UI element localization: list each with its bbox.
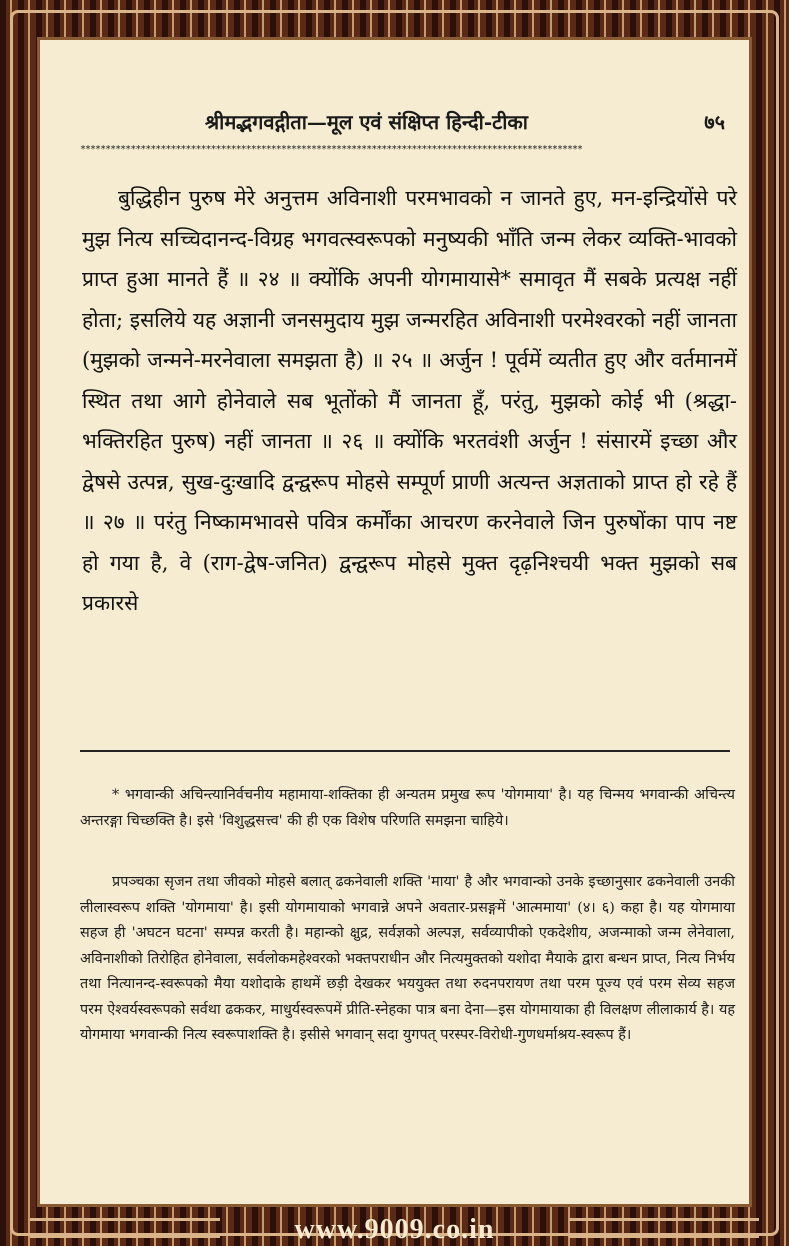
main-text: बुद्धिहीन पुरुष मेरे अनुत्तम अविनाशी परमभावको न जानते हुए, मन-इन्द्रियोंसे परे मुझ नित्य सच्चिदानन्द-विग्रह भगवत्स्वरूपको मनुष्यकी भाँति जन्म लेकर व्यक्ति-भावको प्राप्त हुआ मानते हैं ॥ २४ ॥ क्योंकि अपनी योगमायासे* समावृत मैं सबके प्रत्यक्ष नहीं होता; इसलिये यह अज्ञानी जनसमुदाय मुझ जन्मरहित अविनाशी परमेश्वरको नहीं जानता (मुझको जन्मने-मरनेवाला समझता है) ॥ २५ ॥ अर्जुन ! पूर्वमें व्यतीत हुए और वर्तमानमें स्थित तथा आगे होनेवाले सब भूतोंको मैं जानता हूँ, परंतु, मुझको कोई भी (श्रद्धा-भक्तिरहित पुरुष) नहीं जानता ॥ २६ ॥ क्योंकि भरतवंशी अर्जुन ! संसारमें इच्छा और द्वेषसे उत्पन्न, सुख-दुःखादि द्वन्द्वरूप मोहसे सम्पूर्ण प्राणी अत्यन्त अज्ञताको प्राप्त हो रहे हैं ॥ २७ ॥ परंतु निष्कामभावसे पवित्र कर्मोंका आचरण करनेवाले जिन पुरुषोंका पाप नष्ट हो गया है, वे (राग-द्वेष-जनित) द्वन्द्वरूप मोहसे मुक्त दृढ़निश्चयी भक्त मुझको सब प्रकारसे xyxy=(82,186,737,615)
asterisk-separator: **************************************************************************************************** xyxy=(80,144,583,155)
footnote-2: प्रपञ्चका सृजन तथा जीवको मोहसे बलात् ढकनेवाली शक्ति 'माया' है और भगवान्को उनके इच्छानुसार ढकनेवाली उनकी लीलास्वरूप शक्ति 'योगमाया' है। इसी योगमायाको भगवान्ने अपने अवतार-प्रसङ्गमें 'आत्ममाया' (४। ६) कहा है। यह योगमाया सहज ही 'अघटन घटना' सम्पन्न करती है। महान्को क्षुद्र, सर्वज्ञको अल्पज्ञ, सर्वव्यापीको एकदेशीय, अजन्माको जन्म लेनेवाला, अविनाशीको तिरोहित होनेवाला, सर्वलोकमहेश्वरको भक्तपराधीन और नित्यमुक्तको यशोदा मैयाके द्वारा बन्धन प्राप्त, नित्य निर्भय तथा नित्यानन्द-स्वरूपको मैया यशोदाके हाथमें छड़ी देखकर भययुक्त तथा रुदनपरायण तथा परम पूज्य एवं परम सेव्य सहज परम ऐश्वर्यस्वरूपको सर्वथा ढककर, माधुर्यस्वरूपमें प्रीति-स्नेहका पात्र बना देना—इस योगमायाका ही विलक्षण लीलाकार्य है। यह योगमाया भगवान्की नित्य स्वरूपाशक्ति है। इसीसे भगवान् सदा युगपत् परस्पर-विरोधी-गुणधर्माश्रय-स्वरूप हैं। xyxy=(80,874,735,1043)
page-header xyxy=(40,102,755,138)
footnote-1: * भगवान्की अचिन्त्यानिर्वचनीय महामाया-शक्तिका ही अन्यतम प्रमुख रूप 'योगमाया' है। यह चिन्मय भगवान्की अचिन्त्य अन्तरङ्गा चिच्छक्ति है। इसे 'विशुद्धसत्त्व' की ही एक विशेष परिणति समझना चाहिये। xyxy=(80,787,735,829)
book-page xyxy=(37,37,752,1207)
footer-url[interactable]: www.9009.co.in xyxy=(294,1214,495,1245)
page-number: ७५ xyxy=(704,110,725,134)
footnote-rule xyxy=(80,750,730,752)
footer-banner xyxy=(0,1210,789,1246)
running-title: श्रीमद्भगवद्गीता—मूल एवं संक्षिप्त हिन्दी-टीका xyxy=(205,110,528,134)
